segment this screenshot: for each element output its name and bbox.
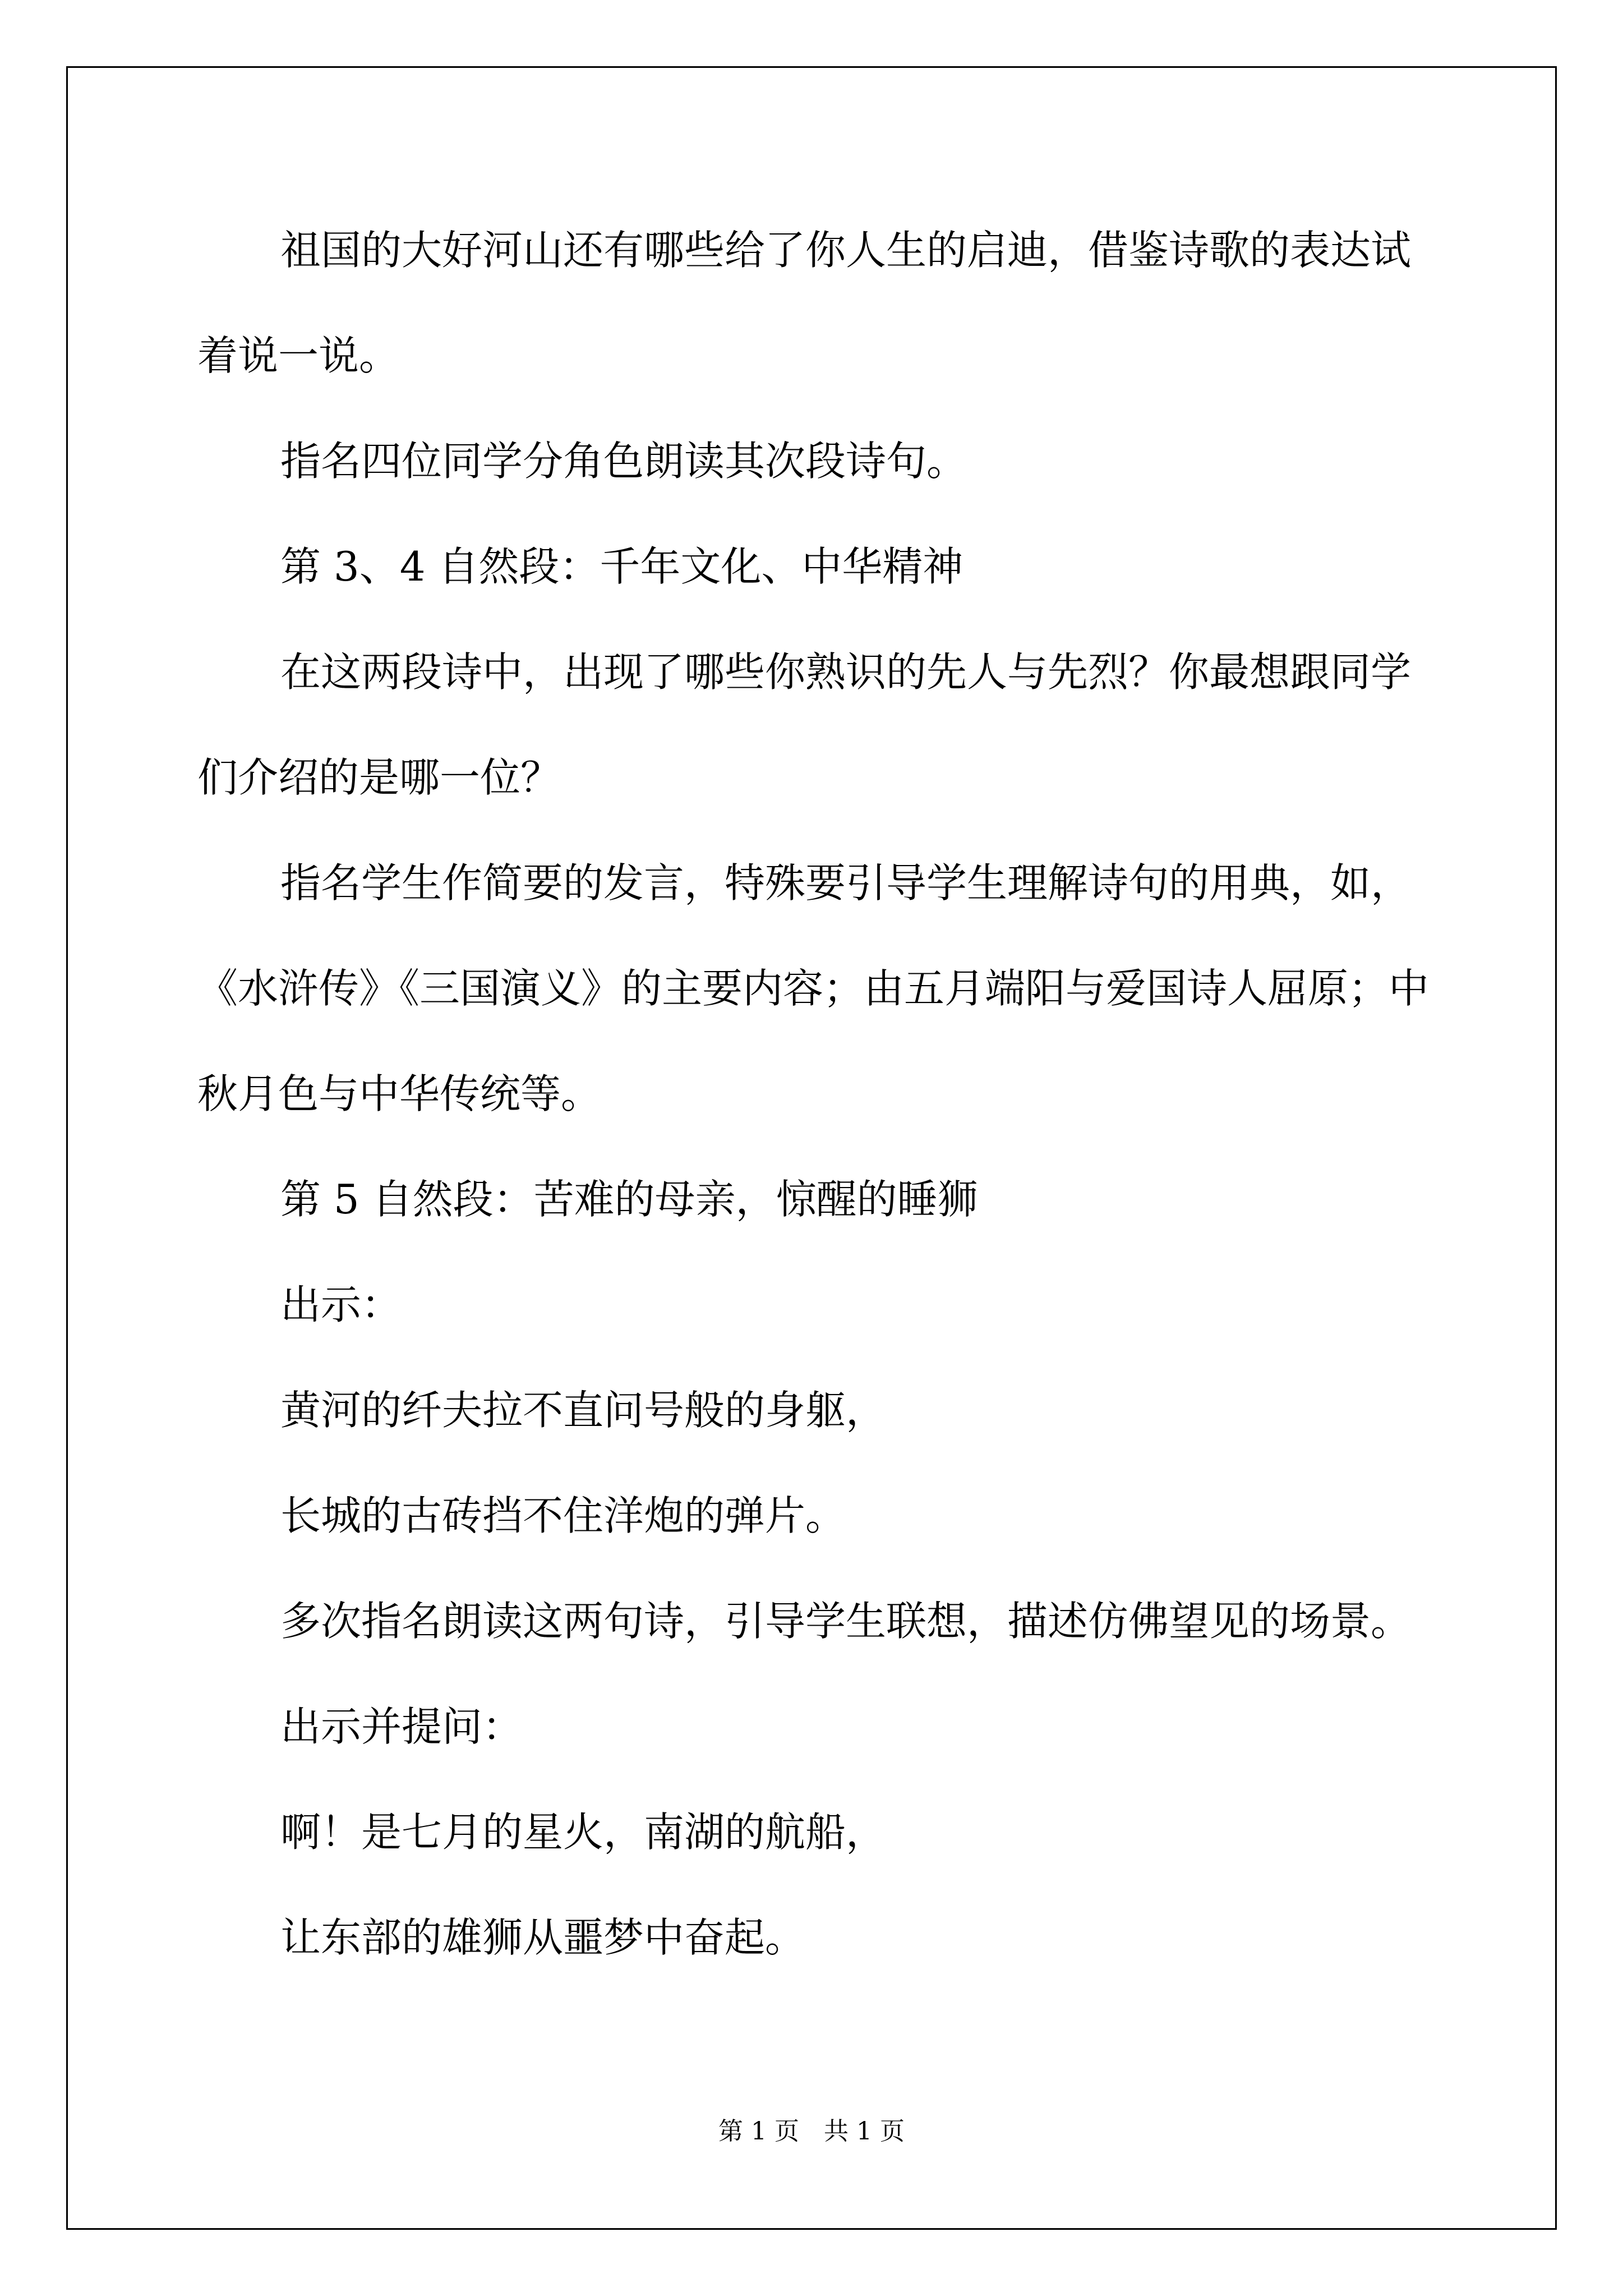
section-heading: 第 5 自然段：苦难的母亲，惊醒的睡狮 — [280, 1176, 978, 1223]
page-border — [66, 66, 1557, 2230]
poem-line: 啊！是七月的星火，南湖的航船， — [280, 1809, 887, 1856]
paragraph-line: 着说一说。 — [197, 332, 400, 379]
page-number: 第 1 页 共 1 页 — [718, 2117, 905, 2146]
paragraph-line: 在这两段诗中，出现了哪些你熟识的先人与先烈？你最想跟同学 — [280, 648, 1412, 696]
paragraph-line: 秋月色与中华传统等。 — [197, 1070, 602, 1117]
poem-line: 黄河的纤夫拉不直问号般的身躯， — [280, 1387, 887, 1434]
section-heading: 第 3、4 自然段：千年文化、中华精神 — [280, 543, 963, 590]
poem-line: 让东部的雄狮从噩梦中奋起。 — [280, 1914, 806, 1961]
paragraph-line: 《水浒传》《三国演义》的主要内容；由五月端阳与爱国诗人屈原；中 — [197, 965, 1430, 1012]
paragraph-line: 指名四位同学分角色朗读其次段诗句。 — [280, 438, 967, 485]
paragraph-line: 指名学生作简要的发言，特殊要引导学生理解诗句的用典，如， — [280, 859, 1412, 907]
paragraph-line: 祖国的大好河山还有哪些给了你人生的启迪，借鉴诗歌的表达试 — [280, 227, 1412, 274]
paragraph-line: 多次指名朗读这两句诗，引导学生联想，描述仿佛望见的场景。 — [280, 1598, 1412, 1645]
paragraph-line: 出示： — [280, 1281, 402, 1328]
paragraph-line: 们介绍的是哪一位？ — [197, 754, 561, 801]
poem-line: 长城的古砖挡不住洋炮的弹片。 — [280, 1492, 846, 1539]
paragraph-line: 出示并提问： — [280, 1703, 523, 1750]
